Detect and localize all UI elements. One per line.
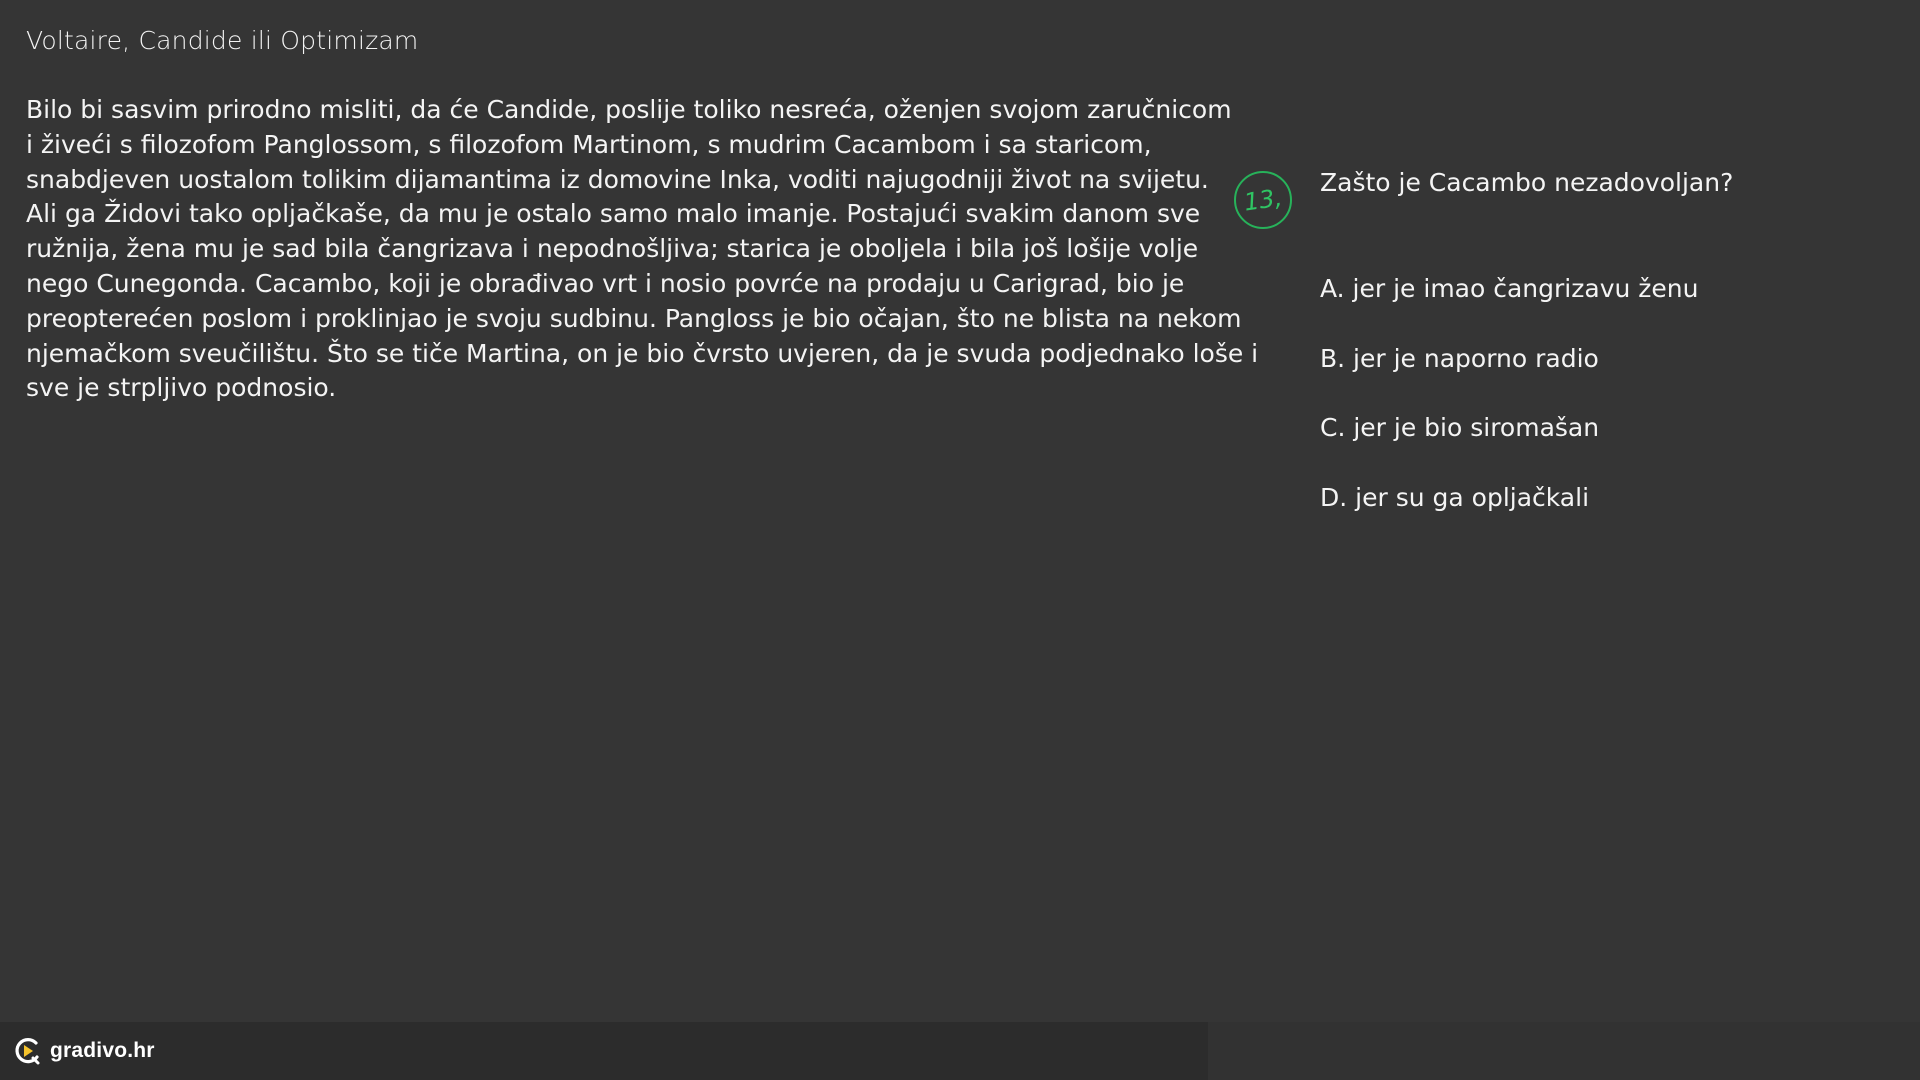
brand-name: gradivo.hr xyxy=(50,1039,155,1062)
answer-option-c[interactable]: C. jer je bio siromašan xyxy=(1320,413,1600,442)
answer-option-b[interactable]: B. jer je naporno radio xyxy=(1320,343,1599,373)
answer-option-d[interactable]: D. jer su ga opljačkali xyxy=(1320,482,1590,512)
footer-bar xyxy=(0,1022,1920,1080)
answer-options xyxy=(1320,270,1698,548)
gradivo-logo-icon xyxy=(12,1036,42,1066)
passage-line: preopterećen poslom i proklinjao je svoju sudbinu. Pangloss je bio očajan, što ne blista na nekom xyxy=(26,303,1242,333)
passage-line: ružnija, žena mu je sad bila čangrizava i nepodnošljiva; starica je oboljela i bila još lošije volje xyxy=(26,234,1199,264)
passage-line: i živeći s filozofom Panglossom, s filozofom Martinom, s mudrim Cacambom i sa staricom, xyxy=(26,129,1152,159)
passage-line: njemačkom sveučilištu. Što se tiče Martina, on je bio čvrsto uvjeren, da je svuda podjednako loše i xyxy=(26,338,1259,368)
question-text: Zašto je Cacambo nezadovoljan? xyxy=(1320,168,1734,197)
footer-panel xyxy=(1208,1022,1920,1080)
passage-line: nego Cunegonda. Cacambo, koji je obrađivao vrt i nosio povrće na prodaju u Carigrad, bio je xyxy=(26,268,1185,298)
question-number: 13, xyxy=(1242,183,1284,217)
passage-line: Bilo bi sasvim prirodno misliti, da će Candide, poslije toliko nesreća, oženjen svojom zaručnicom xyxy=(26,95,1232,124)
passage-line: snabdjeven uostalom tolikim dijamantima iz domovine Inka, voditi najugodniji život na svijetu. xyxy=(26,164,1209,194)
question-number-badge xyxy=(1234,171,1292,229)
answer-option-a[interactable]: A. jer je imao čangrizavu ženu xyxy=(1320,274,1699,303)
passage-line: sve je strpljivo podnosio. xyxy=(26,373,337,403)
passage-line: Ali ga Židovi tako opljačkaše, da mu je ostalo samo malo imanje. Postajući svakim danom sve xyxy=(26,199,1201,229)
brand[interactable] xyxy=(12,1036,155,1066)
reading-passage xyxy=(26,93,1259,406)
source-title: Voltaire, Candide ili Optimizam xyxy=(26,26,419,55)
